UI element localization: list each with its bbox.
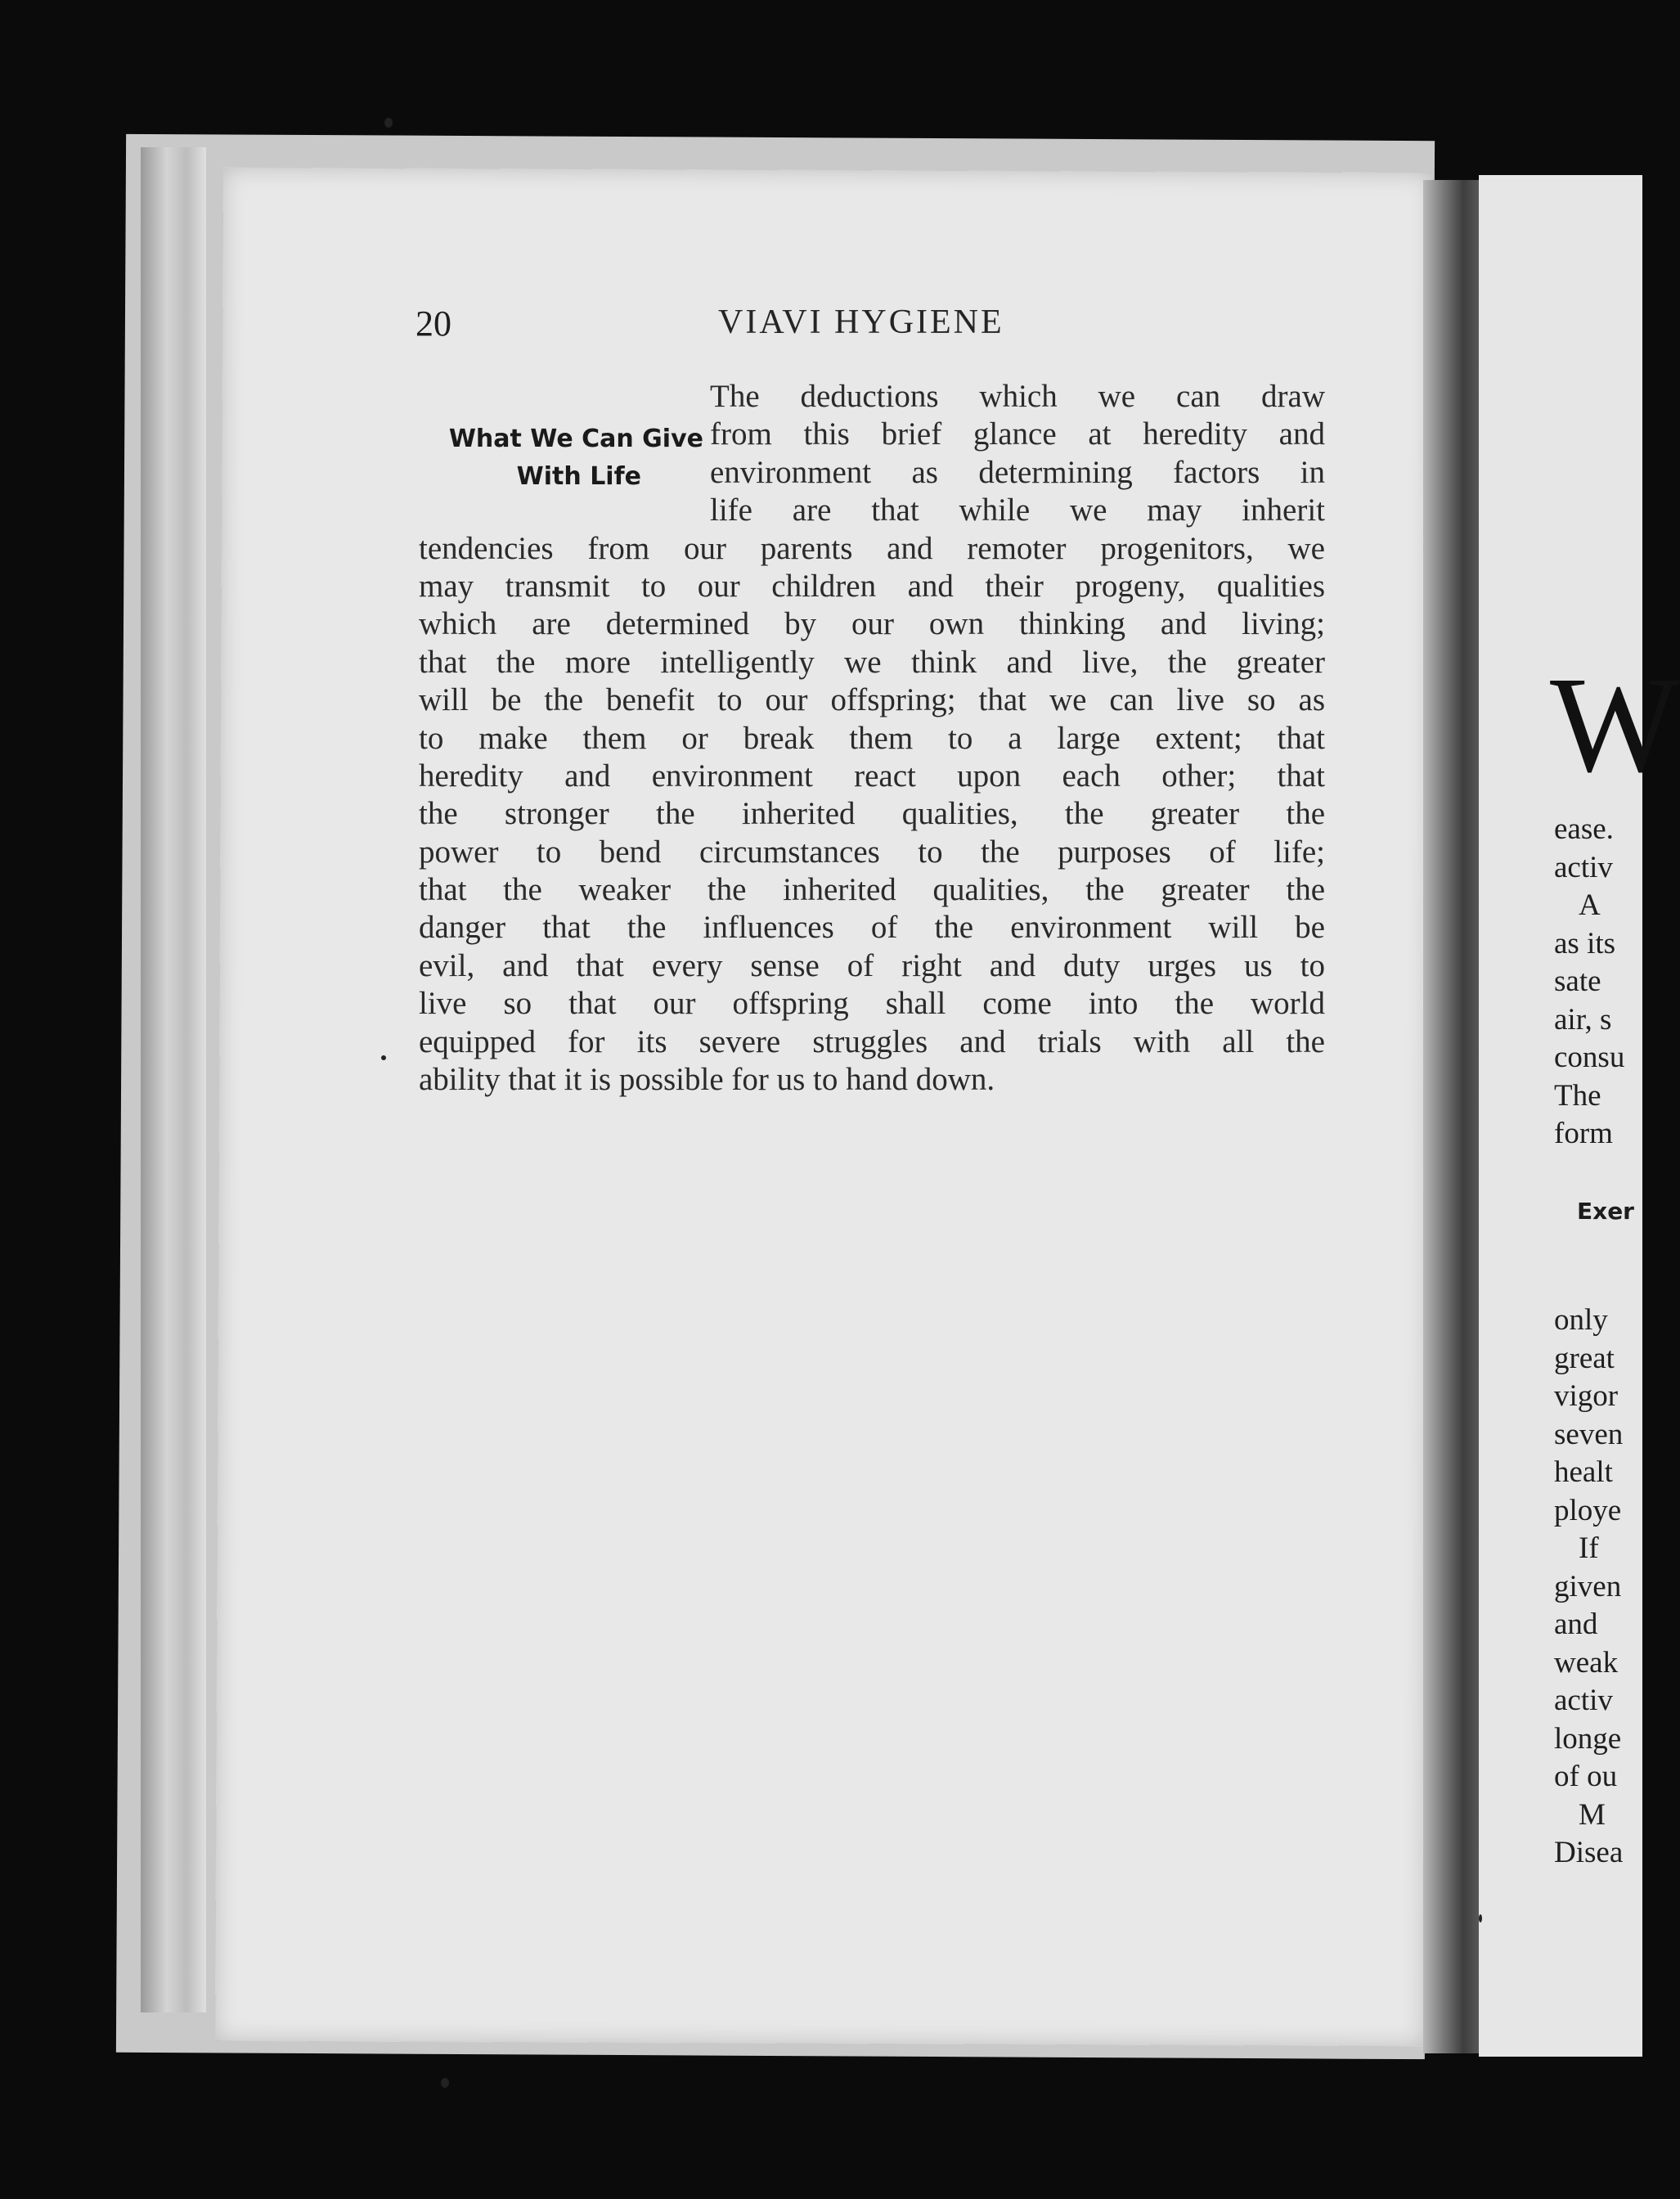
- facing-line-fragment: activ: [1554, 1684, 1613, 1717]
- page-number: 20: [416, 304, 451, 344]
- facing-line-fragment: weak: [1554, 1645, 1619, 1680]
- body-line: may transmit to our children and their progeny, qualities: [419, 568, 1325, 604]
- running-head: [416, 303, 1323, 352]
- body-line: that the weaker the inherited qualities, the greater the: [419, 872, 1325, 908]
- facing-line-fragment: given: [1554, 1569, 1622, 1603]
- scan-speck: [1479, 1914, 1482, 1922]
- facing-line-fragment: as its: [1554, 926, 1616, 960]
- facing-line-fragment: healt: [1554, 1455, 1613, 1489]
- facing-line-fragment: vigor: [1554, 1379, 1619, 1413]
- body-line: environment as determining factors in: [710, 454, 1325, 490]
- body-line: which are determined by our own thinking and living;: [419, 606, 1325, 642]
- body-line: heredity and environment react upon each other; that: [419, 758, 1325, 794]
- body-line: to make them or break them to a large extent; that: [419, 720, 1325, 756]
- sidehead-line-2: With Life: [516, 462, 641, 491]
- facing-line-fragment: longe: [1554, 1721, 1622, 1756]
- body-line: ability that it is possible for us to hand down.: [419, 1062, 995, 1098]
- body-line: that the more intelligently we think and live, the greater: [419, 644, 1325, 680]
- running-title: VIAVI HYGIENE: [718, 304, 1004, 341]
- body-line: evil, and that every sense of right and duty urges us to: [419, 947, 1325, 983]
- body-line: from this brief glance at heredity and: [710, 416, 1325, 452]
- facing-line-fragment: only: [1554, 1303, 1608, 1337]
- facing-line-fragment: form: [1554, 1117, 1613, 1150]
- facing-line-fragment: ploye: [1554, 1493, 1622, 1527]
- facing-line-fragment: of ou: [1554, 1760, 1618, 1793]
- facing-line-fragment: air, s: [1554, 1002, 1612, 1037]
- facing-line-fragment: If: [1579, 1531, 1599, 1565]
- scan-speck: [384, 118, 393, 128]
- facing-line-fragment: M: [1579, 1797, 1606, 1832]
- page-edges: [141, 147, 206, 2012]
- facing-line-fragment: The: [1554, 1078, 1601, 1113]
- body-line: equipped for its severe struggles and trials with all the: [419, 1023, 1325, 1059]
- scan-speck: [441, 2078, 449, 2088]
- facing-line-fragment: consu: [1554, 1041, 1625, 1074]
- body-line: life are that while we may inherit: [710, 492, 1325, 528]
- facing-line-fragment: seven: [1554, 1417, 1624, 1451]
- facing-line-fragment: activ: [1554, 850, 1613, 884]
- body-line: live so that our offspring shall come into the world: [419, 986, 1325, 1022]
- facing-sidehead: Exer: [1577, 1198, 1634, 1225]
- facing-drop-cap: W: [1550, 649, 1680, 801]
- body-line: power to bend circumstances to the purposes of life;: [419, 834, 1325, 870]
- body-line: danger that the influences of the environment will be: [419, 910, 1325, 946]
- facing-line-fragment: Disea: [1554, 1836, 1624, 1869]
- facing-line-fragment: and: [1554, 1608, 1598, 1641]
- body-text: [419, 378, 1325, 1099]
- scan-speck: [381, 1055, 386, 1060]
- book-gutter: [1423, 180, 1480, 2053]
- sidehead-line-1: What We Can Give: [448, 425, 703, 453]
- body-line: The deductions which we can draw: [710, 379, 1325, 414]
- body-line: tendencies from our parents and remoter progenitors, we: [419, 530, 1325, 566]
- facing-line-fragment: sate: [1554, 965, 1601, 998]
- facing-line-fragment: great: [1554, 1341, 1615, 1375]
- body-line: will be the benefit to our offspring; that we can live so as: [419, 682, 1325, 718]
- facing-line-fragment: A: [1579, 888, 1601, 922]
- body-line: the stronger the inherited qualities, the greater the: [419, 796, 1325, 832]
- facing-line-fragment: ease.: [1554, 812, 1614, 846]
